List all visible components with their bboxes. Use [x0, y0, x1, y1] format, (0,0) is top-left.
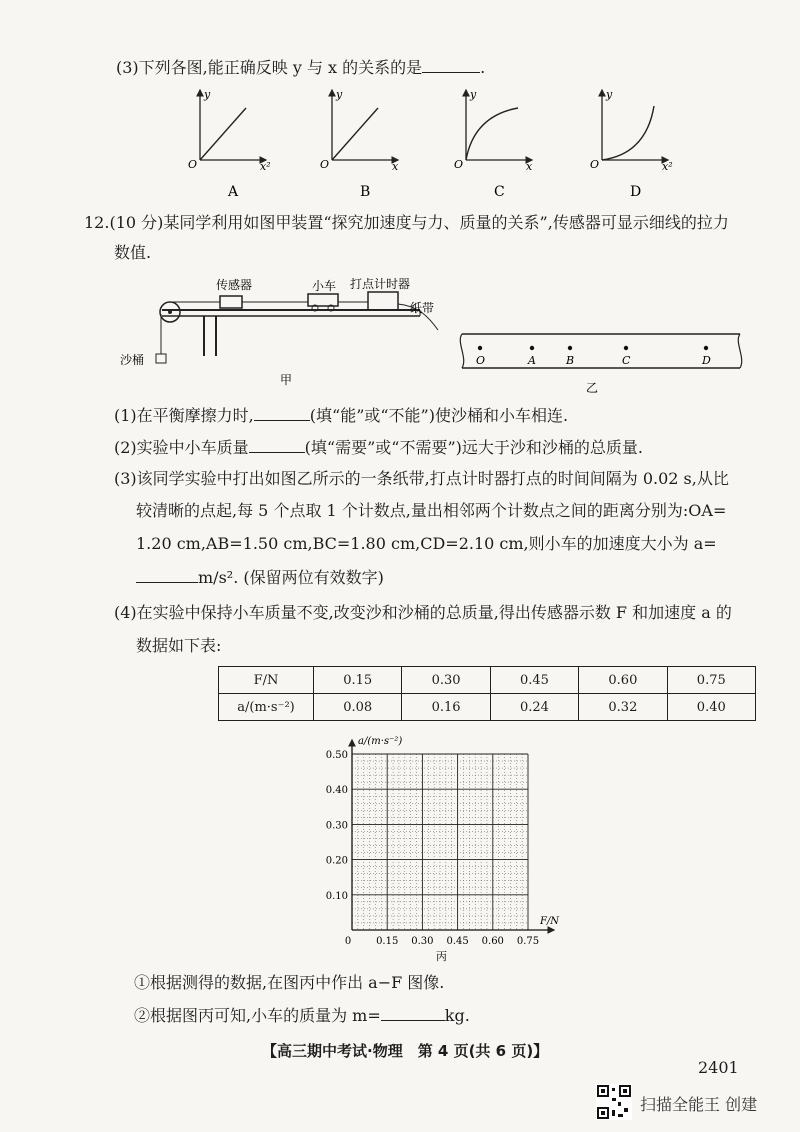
- option-label: A: [228, 184, 239, 200]
- bucket-icon: [156, 354, 166, 363]
- q12-part2: [114, 436, 643, 459]
- table-cell: 0.60: [579, 667, 667, 694]
- table-cell: 0.08: [314, 694, 402, 721]
- x-axis-label: x²: [662, 160, 673, 173]
- x-tick-label: 0.75: [516, 936, 540, 947]
- q12-part2-blank[interactable]: [249, 436, 305, 453]
- label-cart: 小车: [312, 279, 337, 293]
- scanner-watermark: 扫描全能王 创建: [640, 1095, 758, 1114]
- graph-curve: [466, 108, 518, 160]
- table-row: [219, 667, 756, 694]
- tape-point-label: D: [702, 354, 711, 367]
- q12-part4-line2: 数据如下表:: [136, 636, 222, 655]
- q12-sub2-prefix: ②根据图丙可知,小车的质量为 m=: [134, 1006, 381, 1025]
- q11-3-question: [116, 56, 485, 79]
- x-axis-label: x²: [260, 160, 271, 173]
- apparatus-figure: [120, 272, 450, 390]
- q12-part1-suffix: (填“能”或“不能”)使沙桶和小车相连.: [309, 406, 569, 425]
- q12-part3-line3: 1.20 cm,AB=1.50 cm,BC=1.80 cm,CD=2.10 cm,则小车的加速度大小为 a=: [136, 534, 717, 553]
- y-tick-label: 0.40: [325, 785, 348, 797]
- table-header-cell: F/N: [219, 667, 314, 694]
- table-cell: 0.30: [402, 667, 490, 694]
- x-axis-label: x: [526, 160, 533, 173]
- page-code: 2401: [698, 1058, 739, 1077]
- table-header-cell: a/(m·s⁻²): [219, 694, 314, 721]
- chart-ylabel: a/(m·s⁻²): [358, 736, 403, 747]
- table-cell: 0.15: [314, 667, 402, 694]
- q12-part1: [114, 404, 568, 427]
- table-cell: 0.32: [579, 694, 667, 721]
- q12-sub2-blank[interactable]: [381, 1004, 445, 1021]
- q12-intro-line1: 12.(10 分)某同学利用如图甲装置“探究加速度与力、质量的关系”,传感器可显示细线的拉力: [84, 213, 729, 232]
- q12-part4-line1: (4)在实验中保持小车质量不变,改变沙和沙桶的总质量,得出传感器示数 F 和加速度 a 的: [114, 603, 732, 622]
- sensor-icon: [220, 296, 242, 308]
- timer-icon: [368, 292, 398, 310]
- table-cell: 0.40: [667, 694, 755, 721]
- x-tick-label: 0.30: [411, 936, 434, 947]
- q12-part1-prefix: (1)在平衡摩擦力时,: [114, 406, 254, 425]
- chart-caption: 丙: [436, 950, 447, 963]
- tape-dot: [530, 346, 534, 350]
- q11-3-graphs: [180, 88, 700, 203]
- graph-curve: [200, 108, 246, 160]
- data-table: [218, 666, 756, 721]
- caption-yi: 乙: [586, 381, 599, 395]
- option-label: D: [630, 184, 642, 200]
- option-label: C: [494, 184, 505, 200]
- tape-point-label: O: [476, 354, 486, 367]
- page-footer: 【高三期中考试·物理 第 4 页(共 6 页)】: [262, 1042, 549, 1060]
- y-axis-label: y: [470, 88, 477, 101]
- graph-option-a: [188, 88, 271, 200]
- x-tick-label: 0.45: [446, 936, 469, 947]
- q12-part3-line1: (3)该同学实验中打出如图乙所示的一条纸带,打点计时器打点的时间间隔为 0.02 s,从比: [114, 469, 729, 488]
- q12-part1-blank[interactable]: [254, 404, 310, 421]
- grid-chart[interactable]: [318, 732, 578, 968]
- tape-figure: [452, 328, 752, 398]
- x-tick-label: 0.60: [481, 936, 504, 947]
- label-bucket: 沙桶: [120, 353, 145, 367]
- label-tape: 纸带: [410, 301, 435, 315]
- table-cell: 0.75: [667, 667, 755, 694]
- table-cell: 0.45: [490, 667, 578, 694]
- q12-intro-line2: 数值.: [114, 243, 152, 262]
- graph-option-c: [454, 88, 533, 200]
- graph-option-b: [320, 88, 399, 200]
- y-axis-label: y: [336, 88, 343, 101]
- x-tick-label: 0: [344, 936, 352, 947]
- graph-curve: [602, 106, 654, 160]
- table-cell: 0.24: [490, 694, 578, 721]
- tape-point-label: B: [566, 354, 575, 367]
- table-row: [219, 694, 756, 721]
- graph-curve: [332, 108, 378, 160]
- q12-sub1: ①根据测得的数据,在图丙中作出 a−F 图像.: [134, 973, 445, 992]
- q12-part3-line2: 较清晰的点起,每 5 个点取 1 个计数点,量出相邻两个计数点之间的距离分别为:OA=: [136, 501, 727, 520]
- q12-part3-suffix: m/s². (保留两位有效数字): [198, 568, 384, 587]
- origin-label: O: [454, 158, 464, 171]
- y-tick-label: 0.50: [325, 750, 348, 761]
- origin-label: O: [320, 158, 330, 171]
- tape-dot: [478, 346, 482, 350]
- y-tick-label: 0.10: [325, 890, 348, 902]
- graph-option-d: [590, 88, 673, 200]
- tape-dot: [568, 346, 572, 350]
- label-sensor: 传感器: [216, 278, 253, 292]
- q11-3-prefix: (3)下列各图,能正确反映 y 与 x 的关系的是: [116, 58, 423, 77]
- chart-xlabel: F/N: [540, 916, 560, 927]
- q11-3-answer-blank[interactable]: [422, 56, 480, 73]
- q12-part3-line4: [136, 566, 384, 589]
- x-axis-label: x: [392, 160, 399, 173]
- y-axis-label: y: [204, 88, 211, 101]
- label-timer: 打点计时器: [350, 277, 411, 291]
- y-axis-label: y: [606, 88, 613, 101]
- option-label: B: [360, 184, 371, 200]
- q12-part2-prefix: (2)实验中小车质量: [114, 438, 249, 457]
- x-tick-label: 0.15: [376, 936, 399, 947]
- q11-3-suffix: .: [480, 58, 486, 77]
- caption-jia: 甲: [280, 373, 293, 387]
- qr-code-icon: [596, 1084, 632, 1120]
- q12-part3-blank[interactable]: [136, 566, 198, 583]
- cart-icon: [308, 294, 338, 306]
- origin-label: O: [590, 158, 600, 171]
- q12-sub2: [134, 1004, 470, 1027]
- tape-dot: [624, 346, 628, 350]
- tape-point-label: A: [528, 354, 536, 367]
- q12-part2-suffix: (填“需要”或“不需要”)远大于沙和沙桶的总质量.: [304, 438, 643, 457]
- origin-label: O: [188, 158, 198, 171]
- tape-point-label: C: [622, 354, 631, 367]
- q12-sub2-suffix: kg.: [444, 1006, 470, 1025]
- tape-dot: [704, 346, 708, 350]
- y-tick-label: 0.20: [325, 855, 348, 867]
- y-tick-label: 0.30: [325, 820, 348, 832]
- table-cell: 0.16: [402, 694, 490, 721]
